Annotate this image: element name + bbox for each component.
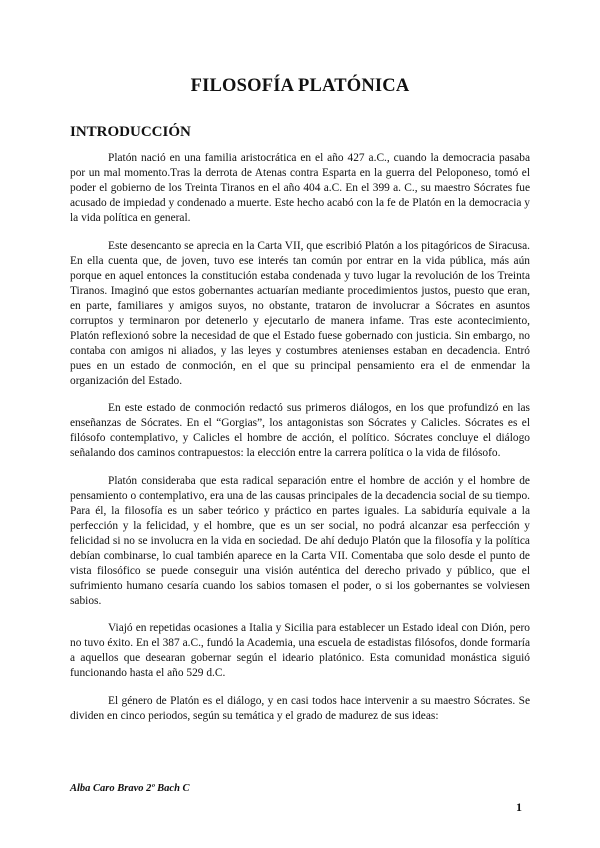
paragraph: Platón nació en una familia aristocrática en el año 427 a.C., cuando la democracia pasaba por un mal momento.Tras la derrota de Atenas contra Esparta en la guerra del Peloponeso, tomó el poder el gobierno de los Treinta Tiranos en el año 404 a.C. En el 399 a. C., su maestro Sócrates fue acusado de impiedad y condenado a muerte. Este hecho acabó con la fe de Platón en la democracia y la vida política en general. <box>70 152 530 224</box>
paragraph: El género de Platón es el diálogo, y en casi todos hace intervenir a su maestro Sócrates. Se dividen en cinco periodos, según su temática y el grado de madurez de sus ideas: <box>70 694 530 722</box>
section-heading: INTRODUCCIÓN <box>70 124 191 140</box>
paragraph: En este estado de conmoción redactó sus primeros diálogos, en los que profundizó en las enseñanzas de Sócrates. En el “Gorgias”, los antagonistas son Sócrates y Calicles. Sócrates es el filósofo contemplativo, y Calicles el hombre de acción, el político. Sócrates concluye el diálogo señalando dos caminos contrapuestos: la elección entre la carrera política o la vida de filósofo. <box>70 402 530 459</box>
document-title: FILOSOFÍA PLATÓNICA <box>190 76 410 96</box>
body-text <box>70 151 530 736</box>
paragraph: Este desencanto se aprecia en la Carta VII, que escribió Platón a los pitagóricos de Siracusa. En ella cuenta que, de joven, tuvo ese interés tan común por entrar en la vida pública, más aún porque en aquel entonces la constitución estaba condenada y tuvo lugar la revolución de los Treinta Tiranos. Imaginó que estos gobernantes actuarían mediante procedimientos justos, puesto que eran, en parte, familiares y amigos suyos, no obstante, trataron de involucrar a Sócrates en asuntos corruptos y terminaron por detenerlo y ejecutarlo de manera infame. Tras este acontecimiento, Platón reflexionó sobre la necesidad de que el Estado fuese gobernado con justicia. Sin embargo, no contaba con amigos ni aliados, y las leyes y costumbres atenienses estaban en decadencia. Entró pues en un estado de conmoción, en el que su principal pensamiento era el de enmendar la organización del Estado. <box>70 239 530 387</box>
paragraph: Platón consideraba que esta radical separación entre el hombre de acción y el hombre de pensamiento o contemplativo, era una de las causas principales de la decadencia social de su tiempo. Para él, la filosofía es un saber teórico y práctico en partes iguales. La sabiduría equivale a la perfección y la felicidad, y el hombre, que es un ser social, no podrá alcanzar esa perfección y felicidad si no se involucra en la vida en sociedad. De ahí dedujo Platón que la filosofía y la política debían combinarse, lo cual también aparece en la Carta VII. Comentaba que solo desde el punto de vista filosófico se puede conseguir una visión auténtica del derecho privado y público, que el sufrimiento humano cesaría cuando los sabios tomasen el poder, o si los gobernantes se volviesen sabios. <box>70 474 530 607</box>
page-number: 1 <box>516 800 522 814</box>
paragraph: Viajó en repetidas ocasiones a Italia y Sicilia para establecer un Estado ideal con Dión, pero no tuvo éxito. En el 387 a.C., fundó la Academia, una escuela de estadistas filósofos, donde formaría a aquellos que desearan gobernar según el ideario platónico. Esta comunidad monástica siguió funcionando hasta el año 529 d.C. <box>70 622 530 679</box>
footer-author: Alba Caro Bravo 2º Bach C <box>70 783 190 794</box>
